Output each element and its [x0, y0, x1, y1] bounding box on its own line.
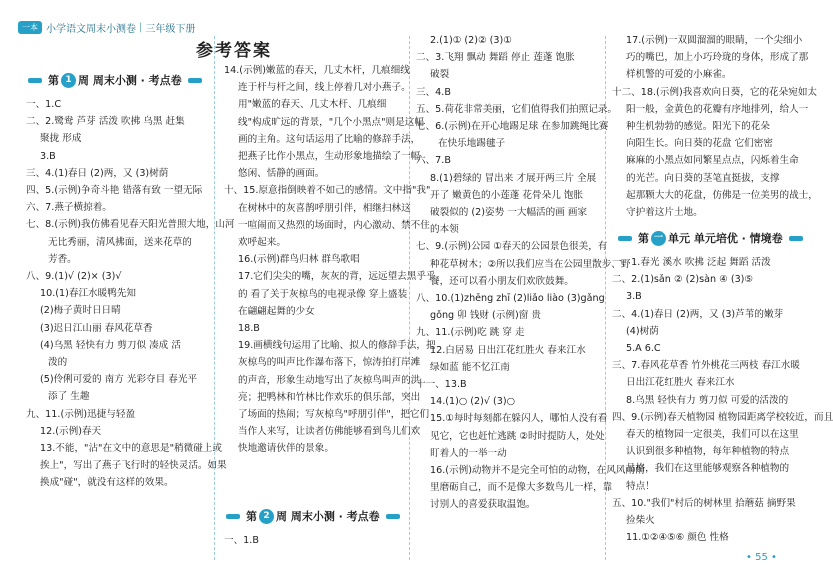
answer-line: 一、1.春光 溪水 吹拂 泛起 舞蹈 活泼 — [612, 257, 771, 268]
page-number-dot-right: • — [767, 552, 777, 563]
answer-line: 二、2.(1)sǎn ② (2)sàn ④ (3)⑤ — [612, 274, 754, 286]
answer-line: 亮；把鸭林和竹林比作欢乐的俱乐部，突出 — [238, 391, 421, 403]
answer-line: 欢呼起来。 — [238, 237, 286, 249]
page-number: • 55 • — [746, 552, 777, 563]
answer-line: 14.(1)○ (2)√ (3)○ — [430, 396, 515, 408]
answer-line: 麻麻的小黑点如同繁星点点，闪烁着生命 — [626, 155, 799, 167]
answer-line: 在翩翩起舞的少女 — [238, 305, 315, 317]
answer-line: 四、5.(示例)争奇斗艳 错落有致 一望无际 — [26, 185, 203, 197]
answer-line: 聚拢 形成 — [40, 133, 82, 145]
answer-line: 的本领 — [430, 224, 459, 236]
answer-line: 用"嫩蓝的春天、几丈木杆、几痕细 — [238, 99, 387, 111]
grade-label: 三年级下册 — [145, 23, 196, 35]
answer-line: 无比秀丽，清风拂面，送来花草的 — [48, 236, 192, 248]
answer-line: 3.B — [626, 291, 642, 303]
answer-line: 绿如蓝 能不忆江南 — [430, 361, 510, 373]
answer-line: 挨上"，写出了燕子飞行时的轻快灵活。如果 — [40, 460, 227, 472]
answer-line: 种生机勃勃的感觉。阳光下的花朵 — [626, 121, 770, 133]
answer-line: 添了 生趣 — [48, 391, 90, 403]
answer-line: 十二、18.(示例)我喜欢向日葵，它的花朵宛如太 — [612, 86, 818, 98]
answer-line: 15.①每时每刻都在躲闪人，哪怕人没有看 — [430, 413, 608, 425]
answer-line: (4)树荫 — [626, 325, 659, 337]
answer-line: (2)梅子黄时日日晴 — [40, 305, 121, 317]
answer-line: 快地邀请伙伴的景象。 — [238, 443, 334, 455]
answer-line: 12.(示例)春天 — [40, 425, 102, 437]
answer-line: 特点！ — [626, 480, 655, 492]
answer-line: 把燕子比作小黑点，生动形象地描绘了一幅 — [238, 151, 421, 163]
page-title: 参考答案 — [196, 41, 272, 61]
answer-line: 七、9.(示例)公园 ①春天的公园景色很美，有 — [416, 241, 608, 253]
answers-column-2-after — [224, 532, 259, 549]
answer-line: 5.A 6.C — [626, 343, 661, 355]
answer-line: gǒng 卯 钱财 (示例)窗 贵 — [430, 310, 541, 322]
answer-line: 五、10."我们"村后的树林里 拾蘑菇 摘野果 — [612, 497, 796, 509]
answer-line: 九、11.(示例)吃 跳 穿 走 — [416, 327, 525, 339]
answer-line: 样机警的可爱的小麻雀。 — [626, 69, 732, 81]
answer-line: 8.乌黑 轻快有力 剪刀似 可爱的活泼的 — [626, 394, 789, 406]
answer-line: 向阳生长。向日葵的花盘 它们密密 — [626, 138, 773, 150]
answer-line: 泼的 — [48, 357, 68, 369]
answer-line: 二、4.(1)春日 (2)两，又 (3)芦苇的嫩芽 — [612, 308, 784, 320]
answer-line: 讨别人的喜爱获取温饱。 — [430, 499, 536, 511]
answer-line: 在树林中的灰喜鹊呼朋引伴，相继扫林这 — [238, 202, 411, 214]
page-number-dot-left: • — [746, 552, 756, 563]
answer-line: 守护着这片土地。 — [626, 207, 703, 219]
answer-line: 二、3.飞翔 飘动 舞蹈 停止 莲蓬 饱胀 — [416, 52, 575, 64]
answer-line: 六、7.B — [416, 155, 451, 167]
answer-line: 三、4.(1)春日 (2)两，又 (3)树荫 — [26, 167, 169, 179]
answer-line: 17.它们尖尖的嘴，灰灰的背，远远望去黑乎乎 — [238, 271, 436, 283]
answer-line: 七、6.(示例)在开心地踢足球 在参加跳绳比赛 — [416, 121, 609, 133]
section-heading-week1: 第 1 周 周末小测 · 考点卷 — [28, 72, 202, 88]
answer-line: 春天的植物园一定很美，我们可以在这里 — [626, 429, 799, 441]
section-heading-week2: 第 2 周 周末小测 · 考点卷 — [226, 508, 400, 524]
answer-line: 三、7.春风花草香 竹外桃花三两枝 春江水暖 — [612, 360, 800, 372]
series-name: 小学语文周末小测卷 — [46, 23, 136, 35]
answer-line: 一、1.C — [26, 99, 62, 110]
answers-column-4a — [612, 32, 818, 221]
answer-line: 11.①②④⑤⑥ 颜色 性格 — [626, 532, 729, 544]
answer-line: 的 看了关于灰椋鸟的电视录像 穿上盛装 — [238, 288, 408, 300]
answer-line: 八、9.(1)√ (2)× (3)√ — [26, 271, 122, 283]
answer-line: 19.画横线句运用了比喻、拟人的修辞手法，把 — [238, 340, 436, 352]
answer-line: 16.(示例)群鸟归林 群鸟歌唱 — [238, 254, 360, 266]
answers-column-1 — [26, 96, 235, 492]
section-heading-unit1: 第 一 单元 单元培优 · 情境卷 — [618, 230, 803, 246]
answer-line: 六、7.燕子横掠着。 — [26, 202, 112, 214]
heading-bar-right — [789, 236, 803, 241]
answer-line: 一喧闹而又热烈的场面时，内心激动、禁不住 — [238, 219, 430, 231]
heading-bar-left — [28, 78, 42, 83]
answer-line: 连于杆与杆之间，线上停着几对小燕子。 — [238, 82, 411, 94]
answer-line: 18.B — [238, 323, 260, 335]
answer-line: 见它，它也赶忙逃跳 ②时时提防人，处处 — [430, 430, 605, 442]
answer-line: (5)伶俐可爱的 南方 光彩夺目 春光平 — [40, 374, 198, 386]
week-number-badge: 2 — [259, 509, 274, 524]
answer-line: 线"构成旷远的背景，"几个小黑点"则是这幅 — [238, 116, 424, 128]
answer-line: 开了 嫩黄色的小莲蓬 花骨朵儿 饱胀 — [430, 189, 584, 201]
answer-line: 悠闲、恬静的画面。 — [238, 168, 325, 180]
answer-line: 捡柴火 — [626, 515, 655, 527]
answer-line: 品格，我们在这里能够观察各种植物的 — [626, 463, 790, 475]
answer-line: (4)乌黑 轻快有力 剪刀似 凑成 活 — [40, 339, 181, 351]
answer-line: 五、5.荷花非常美丽，它们值得我们拍照记录。 — [416, 103, 618, 115]
answer-line: 破裂似的 (2)姿势 一大幅活的画 画家 — [430, 207, 588, 219]
answer-line: 14.(示例)嫩蓝的春天，几丈木杆，几痕细线 — [224, 65, 410, 76]
answer-line: 破裂 — [430, 69, 450, 81]
page-header — [18, 18, 195, 36]
answer-line: 餐，还可以看小朋友们欢欣鼓舞。 — [430, 275, 574, 287]
answer-line: 日出江花红胜火 春来江水 — [626, 377, 735, 389]
answer-line: 巧的嘴巴，加上小巧玲珑的身体，形成了那 — [626, 52, 809, 64]
answer-line: 阳一般，金黄色的花瓣有序地排列，给人一 — [626, 103, 809, 115]
answer-line: 七、8.(示例)我仿佛看见春天阳光普照大地，山河 — [26, 219, 235, 231]
answer-line: 在快乐地踢毽子 — [438, 138, 506, 150]
answer-line: 12.白居易 日出江花红胜火 春来江水 — [430, 344, 586, 356]
answer-line: 里磨砺自己，而不是像大多数鸟儿一样，靠 — [430, 482, 613, 494]
week-number-badge: 1 — [61, 73, 76, 88]
answer-line: 换成"碰"，就没有这样的效果。 — [40, 477, 174, 489]
heading-bar-left — [618, 236, 632, 241]
answer-line: 四、9.(示例)春天植物园 植物园距离学校较近，而且 — [612, 411, 833, 423]
series-badge: 一本 — [18, 21, 42, 34]
answer-line: 十、15.原意指倒映着不如己的感情。文中指"我" — [224, 185, 431, 197]
answer-line: 盯着人的一举一动 — [430, 447, 507, 459]
column-divider — [214, 36, 215, 560]
answer-line: 二、2.鹭鸯 芦芽 活泼 吹拂 乌黑 赶集 — [26, 116, 185, 128]
answers-column-4b — [612, 254, 833, 546]
heading-bar-left — [226, 514, 240, 519]
heading-bar-right — [386, 514, 400, 519]
answer-line: 一、1.B — [224, 535, 259, 546]
heading-bar-right — [188, 78, 202, 83]
answer-line: 认识到很多种植物，每年种植物的特点 — [626, 446, 790, 458]
answer-line: 灰椋鸟的叫声比作瀑布落下，惊涛拍打岸滩 — [238, 357, 421, 369]
answer-line: 16.(示例)动物并不是完全可怕的动物，在风风雨雨 — [430, 465, 645, 477]
answer-line: 八、10.(1)zhēng zhī (2)liǎo liào (3)gǎng — [416, 293, 605, 305]
answer-line: 的声音，形象生动地写出了灰椋鸟叫声的洪 — [238, 374, 421, 386]
header-separator: | — [139, 21, 143, 33]
answer-line: 芳香。 — [48, 253, 77, 265]
answer-line: (3)迟日江山丽 春风花草香 — [40, 322, 153, 334]
answer-line: 17.(示例)一双圆溜溜的眼睛，一个尖细小 — [626, 35, 803, 46]
answer-line: 起那颗大大的花盘，仿佛是一位美男的战士， — [626, 189, 818, 201]
answer-line: 2.(1)① (2)② (3)① — [430, 35, 512, 46]
answer-line: 九、11.(示例)迅捷与轻盈 — [26, 408, 136, 420]
answer-line: 10.(1)春江水暖鸭先知 — [40, 288, 137, 300]
answer-line: 十一、13.B — [416, 379, 467, 391]
answer-line: 了场面的热闹；写灰椋鸟"呼朋引伴"，把它们 — [238, 409, 430, 421]
answer-line: 3.B — [40, 150, 56, 162]
answer-line: 三、4.B — [416, 86, 451, 98]
answer-line: 当作人来写，让读者仿佛能够看到鸟儿们欢 — [238, 426, 421, 438]
answer-line: 13.不能，"沾"在文中的意思是"稍微碰上或 — [40, 443, 222, 455]
answer-line: 的光芒。向日葵的茎笔直挺拔，支撑 — [626, 172, 780, 184]
answer-line: 种花草树木；②所以我们应当在公园里散步、野 — [430, 258, 631, 270]
unit-number-badge: 一 — [651, 231, 666, 246]
answer-line: 画的主角。这句话运用了比喻的修辞手法， — [238, 133, 421, 145]
answer-line: 8.(1)碧绿的 冒出来 才展开两三片 全展 — [430, 172, 597, 184]
